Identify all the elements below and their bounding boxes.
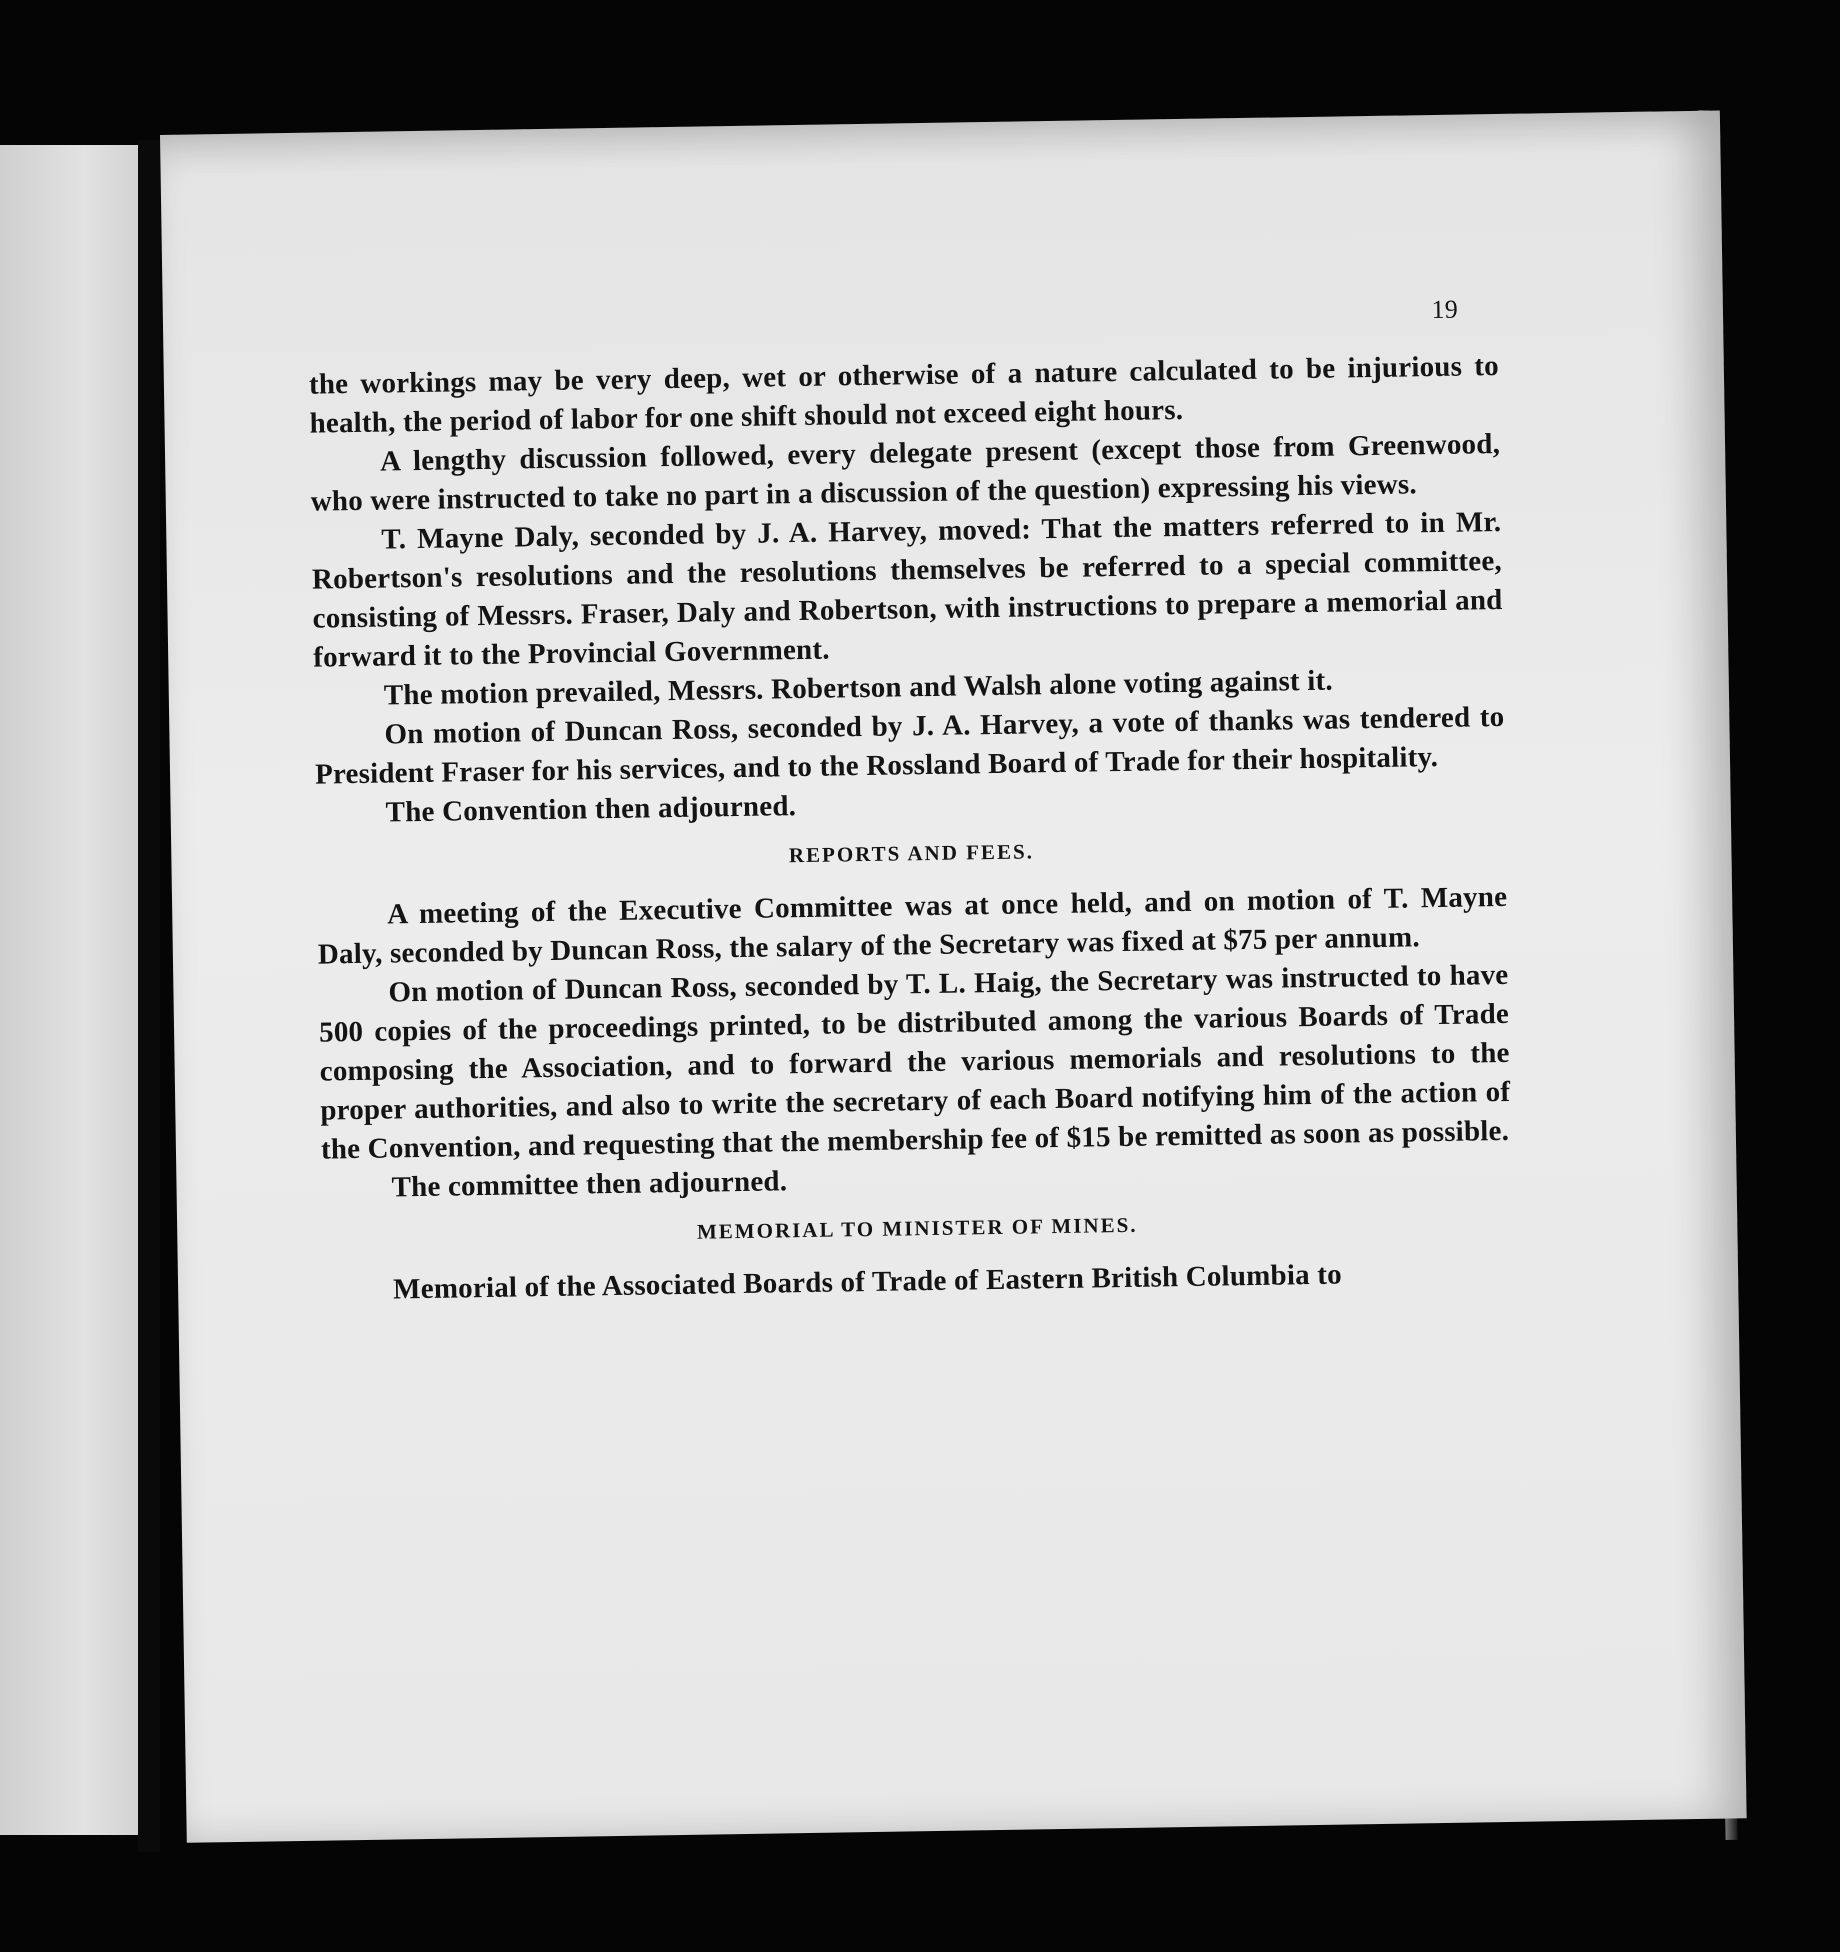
paragraph-vote-of-thanks: On motion of Duncan Ross, seconded by J. A. Harvey, a vote of thanks was tendered to President Fraser for his services, and to the Rossland Board of Trade for their hospitality.: [314, 700, 1505, 791]
page-text: [308, 289, 1514, 1311]
page-number: 19: [1431, 294, 1459, 325]
left-page-edge: [0, 145, 140, 1835]
book-gutter: [138, 140, 160, 1852]
heading-memorial: MEMORIAL TO MINISTER OF MINES.: [696, 1212, 1138, 1244]
paragraph-proceedings-printed: On motion of Duncan Ross, seconded by T. L. Haig, the Secretary was instructed to have 500 copies of the proceedings printed, to be distributed among the various Boards of Trade composing the Association, and to forward the various memorials and resolutions to the proper authorities, and also to write the secretary of each Board notifying him of the action of the Convention, and requesting that the membership fee of $15 be remitted as soon as possible.: [318, 958, 1511, 1166]
paragraph-motion-daly: T. Mayne Daly, seconded by J. A. Harvey, moved: That the matters referred to in Mr. Robertson's resolutions and the resolutions themselves be referred to a special committee, consisting of Messrs. Fraser, Daly and Robertson, with instructions to prepare a memorial and forward it to the Provincial Government.: [311, 505, 1503, 674]
paragraph-motion-prevailed: The motion prevailed, Messrs. Robertson and Walsh alone voting against it.: [383, 664, 1334, 712]
paragraph-executive-meeting: A meeting of the Executive Committee was at once held, and on motion of T. Mayne Daly, seconded by Duncan Ross, the salary of the Secretary was fixed at $75 per annum.: [317, 880, 1508, 971]
paragraph-memorial-start: Memorial of the Associated Boards of Trade of Eastern British Columbia to: [392, 1258, 1343, 1306]
right-page: [160, 110, 1747, 1842]
paragraph-continuation: the workings may be very deep, wet or otherwise of a nature calculated to be injurious to health, the period of labor for one shift should not exceed eight hours.: [308, 350, 1500, 440]
heading-reports-and-fees: REPORTS AND FEES.: [788, 839, 1035, 868]
paragraph-discussion: A lengthy discussion followed, every delegate present (except those from Greenwood, who were instructed to take no part in a discussion of the question) expressing his views.: [310, 427, 1501, 518]
paragraph-convention-adjourned: The Convention then adjourned.: [385, 790, 797, 829]
paragraph-committee-adjourned: The committee then adjourned.: [391, 1165, 788, 1204]
